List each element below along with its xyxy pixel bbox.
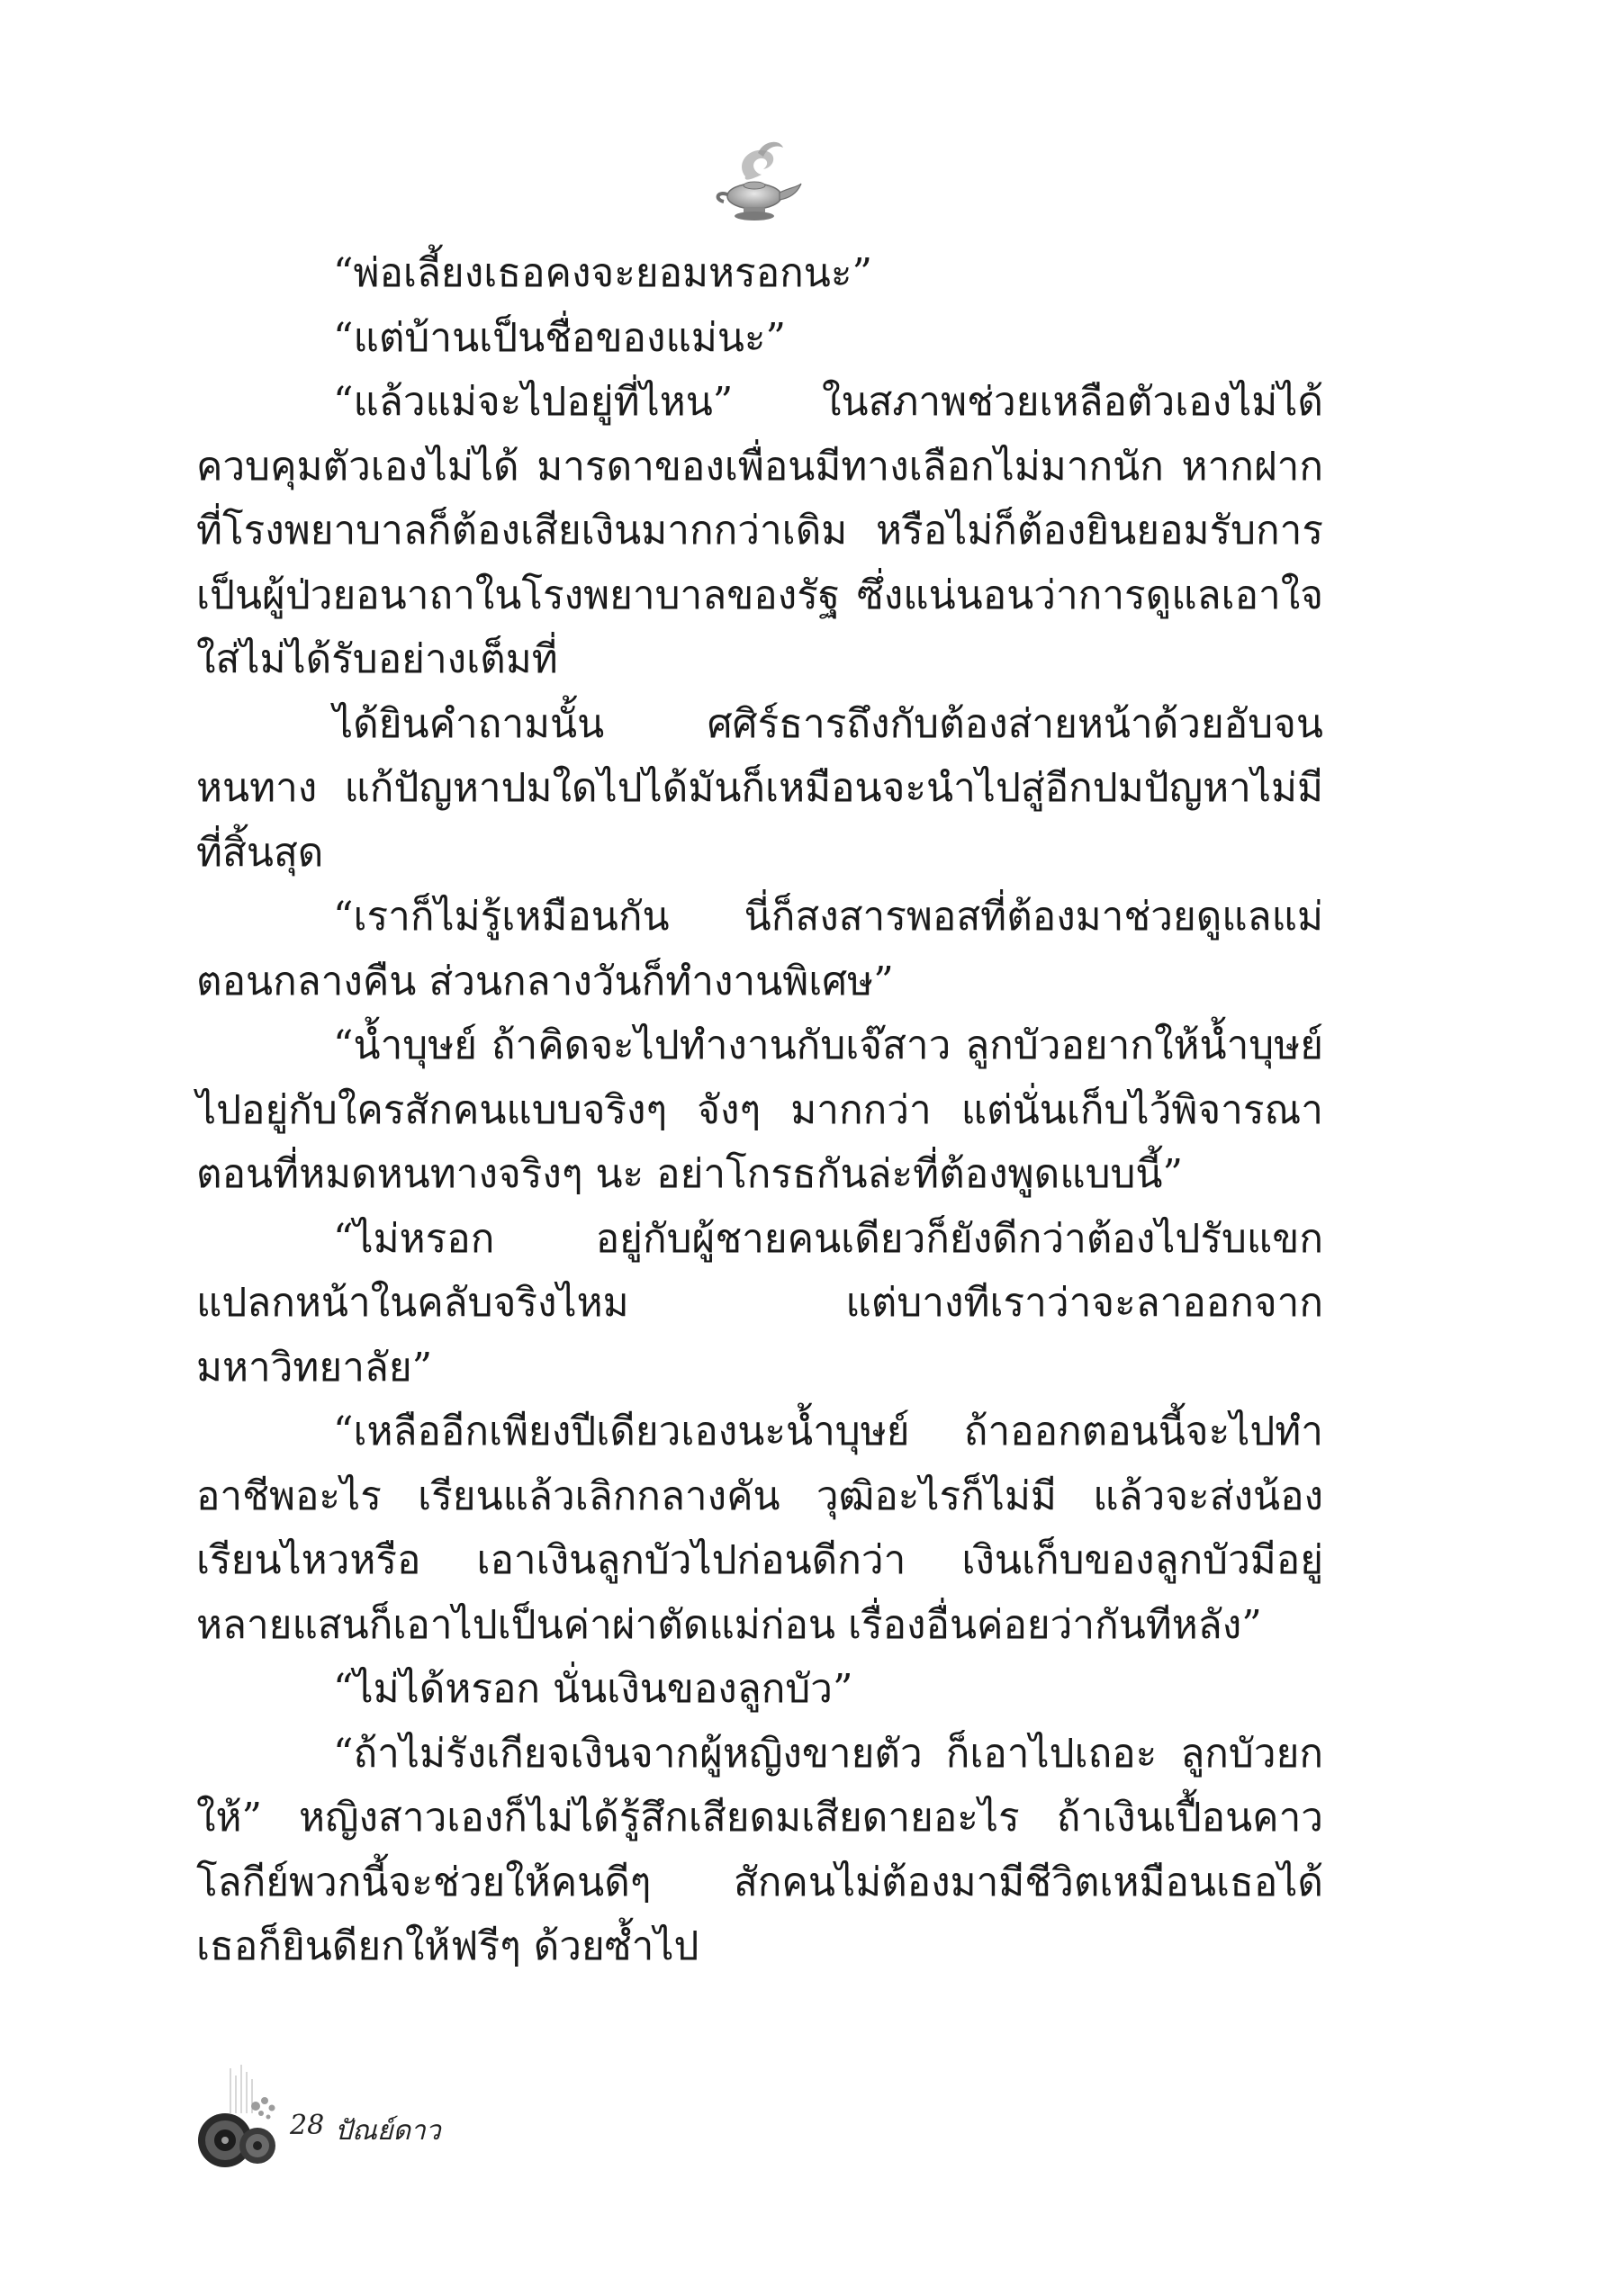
page-footer — [191, 2063, 551, 2171]
paragraph: “พ่อเลี้ยงเธอคงจะยอมหรอกนะ” — [333, 250, 872, 296]
paragraph: “ไม่ได้หรอก นั่นเงินของลูกบัว” — [333, 1666, 853, 1712]
paragraph: “แต่บ้านเป็นชื่อของแม่นะ” — [333, 314, 787, 361]
paragraph: “เราก็ไม่รู้เหมือนกัน นี่ก็สงสารพอสที่ต้องมาช่วยดูแลแม่ตอนกลางคืน ส่วนกลางวันก็ทำงานพิเศษ” — [196, 894, 1323, 1004]
paragraph: “แล้วแม่จะไปอยู่ที่ไหน” ในสภาพช่วยเหลือตัวเองไม่ได้ ควบคุมตัวเองไม่ได้ มารดาของเพื่อนมีทางเลือกไม่มากนัก หากฝากที่โรงพยาบาลก็ต้องเสียเงินมากกว่าเดิม หรือไม่ก็ต้องยินยอมรับการเป็นผู้ป่วยอนาถาในโรงพยาบาลของรัฐ ซึ่งแน่นอนว่าการดูแลเอาใจใส่ไม่ได้รับอย่างเต็มที่ — [196, 379, 1323, 682]
page-number: 28 — [290, 2110, 325, 2141]
book-title: ปัณย์ดาว — [335, 2115, 441, 2147]
paragraph: “ไม่หรอก อยู่กับผู้ชายคนเดียวก็ยังดีกว่าต้องไปรับแขกแปลกหน้าในคลับจริงไหม แต่บางทีเราว่าจะลาออกจากมหาวิทยาลัย” — [196, 1215, 1323, 1391]
paragraph: “เหลืออีกเพียงปีเดียวเองนะน้ำบุษย์ ถ้าออกตอนนี้จะไปทำอาชีพอะไร เรียนแล้วเลิกกลางคัน วุฒิอะไรก็ไม่มี แล้วจะส่งน้องเรียนไหวหรือ เอาเงินลูกบัวไปก่อนดีกว่า เงินเก็บของลูกบัวมีอยู่หลายแสนก็เอาไปเป็นค่าผ่าตัดแม่ก่อน เรื่องอื่นค่อยว่ากันทีหลัง” — [196, 1409, 1323, 1648]
paragraph: ได้ยินคำถามนั้น ศศิร์ธารถึงกับต้องส่ายหน้าด้วยอับจนหนทาง แก้ปัญหาปมใดไปได้มันก็เหมือนจะนำไปสู่อีกปมปัญหาไม่มีที่สิ้นสุด — [196, 700, 1323, 876]
story-text — [196, 241, 1323, 1979]
genie-lamp-icon — [708, 135, 807, 234]
paragraph: “น้ำบุษย์ ถ้าคิดจะไปทำงานกับเจ๊สาว ลูกบัวอยากให้น้ำบุษย์ไปอยู่กับใครสักคนแบบจริงๆ จังๆ มากกว่า แต่นั่นเก็บไว้พิจารณาตอนที่หมดหนทางจริงๆ นะ อย่าโกรธกันล่ะที่ต้องพูดแบบนี้” — [196, 1022, 1323, 1197]
paragraph: “ถ้าไม่รังเกียจเงินจากผู้หญิงขายตัว ก็เอาไปเถอะ ลูกบัวยกให้” หญิงสาวเองก็ไม่ได้รู้สึกเสียดมเสียดายอะไร ถ้าเงินเปื้อนคาวโลกีย์พวกนี้จะช่วยให้คนดีๆ สักคนไม่ต้องมามีชีวิตเหมือนเธอได้ เธอก็ยินดียกให้ฟรีๆ ด้วยซ้ำไป — [196, 1730, 1323, 1969]
film-reel-icon — [191, 2063, 299, 2171]
